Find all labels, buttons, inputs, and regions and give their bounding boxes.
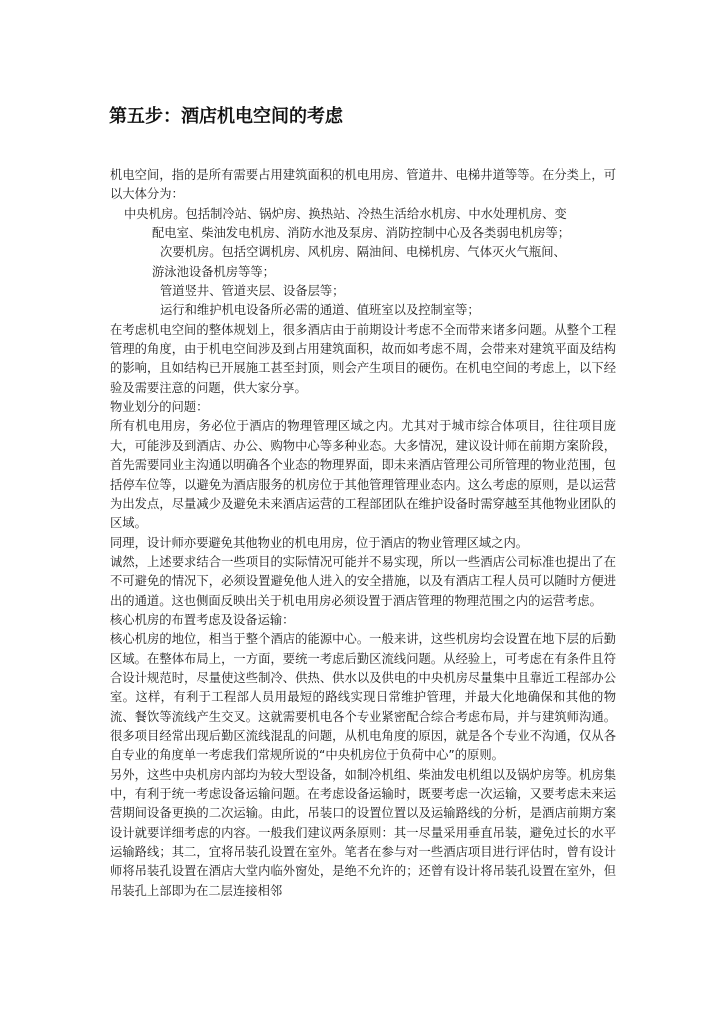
category-secondary-line2: 游泳池设备机房等等； — [152, 264, 275, 279]
transport-body-paragraph: 另外，这些中央机房内部均为较大型设备，如制冷机组、柴油发电机组以及锅炉房等。机房集中，有利于统一考虑设备运输问题。在考虑设备运输时，既要考虑一次运输，又要考虑未来运营期间设备更换的二次运输。由此，吊装口的设置位置以及运输路线的分析，是酒店前期方案设计就要详细考虑的内容。一般我们建议两条原则：其一尽量采用垂直吊装，避免过长的水平运输路线；其二，宜将吊装孔设置在室外。笔者在参与对一些酒店项目进行评估时，曾有设计师将吊装孔设置在酒店大堂内临外窗处，是绝不允许的；还曾有设计将吊装孔设置在室外，但吊装孔上部即为在二层连接相邻 — [110, 767, 616, 898]
property-heading: 物业划分的问题： — [110, 400, 209, 415]
category-access: 运行和维护机电设备所必需的通道、值班室以及控制室等； — [160, 303, 480, 318]
category-secondary-line1: 次要机房。包括空调机房、风机房、隔油间、电梯机房、气体灭火气瓶间、 — [160, 245, 566, 260]
property-body-paragraph: 所有机电用房，务必位于酒店的物理管理区域之内。尤其对于城市综合体项目，往往项目庞大，可能涉及到酒店、办公、购物中心等多种业态。大多情况，建议设计师在前期方案阶段，首先需要同业主沟通以明确各个业态的物理界面，即未来酒店管理公司所管理的物业范围，包括停车位等，以避免为酒店服务的机房位于其他管理管理业态内。这么考虑的原则，是以运营为出发点，尽量减少及避免未来酒店运营的工程部团队在维护设备时需穿越至其他物业团队的区域。 — [110, 419, 616, 531]
document-body — [110, 166, 616, 901]
property-note-paragraph: 诚然，上述要求结合一些项目的实际情况可能并不易实现，所以一些酒店公司标准也提出了在不可避免的情况下，必须设置避免他人进入的安全措施，以及有酒店工程人员可以随时方便进出的通道。这也侧面反映出关于机电用房必须设置于酒店管理的物理范围之内的运营考虑。 — [110, 554, 616, 608]
core-heading: 核心机房的布置考虑及设备运输： — [110, 612, 295, 627]
core-body-paragraph: 核心机房的地位，相当于整个酒店的能源中心。一般来讲，这些机房均会设置在地下层的后勤区域。在整体布局上，一方面，要统一考虑后勤区流线问题。从经验上，可考虑在有条件且符合设计规范时，尽量使这些制冷、供热、供水以及供电的中央机房尽量集中且靠近工程部办公室。这样，有利于工程部人员用最短的路线实现日常维护管理，并最大化地确保和其他的物流、餐饮等流线产生交叉。这就需要机电各个专业紧密配合综合考虑布局，并与建筑师沟通。很多项目经常出现后勤区流线混乱的问题，从机电角度的原因，就是各个专业不沟通，仅从各自专业的角度单一考虑我们常规所说的“中央机房位于负荷中心”的原则。 — [110, 632, 616, 763]
section-title: 第五步：酒店机电空间的考虑 — [109, 106, 343, 127]
overview-paragraph: 在考虑机电空间的整体规划上，很多酒店由于前期设计考虑不全而带来诸多问题。从整个工程管理的角度，由于机电空间涉及到占用建筑面积，故而如考虑不周，会带来对建筑平面及结构的影响，且如结构已开展施工甚至封顶，则会产生项目的硬伤。在机电空间的考虑上，以下经验及需要注意的问题，供大家分享。 — [110, 322, 616, 395]
intro-paragraph: 机电空间，指的是所有需要占用建筑面积的机电用房、管道井、电梯井道等等。在分类上，可以大体分为： — [110, 168, 616, 202]
property-same-paragraph: 同理，设计师亦要避免其他物业的机电用房，位于酒店的物业管理区域之内。 — [110, 535, 529, 550]
category-central-line2: 配电室、柴油发电机房、消防水池及泵房、消防控制中心及各类弱电机房等； — [152, 226, 571, 241]
category-shafts: 管道竖井、管道夹层、设备层等； — [160, 284, 345, 299]
category-central-line1: 中央机房。包括制冷站、锅炉房、换热站、冷热生活给水机房、中水处理机房、变 — [124, 206, 567, 221]
